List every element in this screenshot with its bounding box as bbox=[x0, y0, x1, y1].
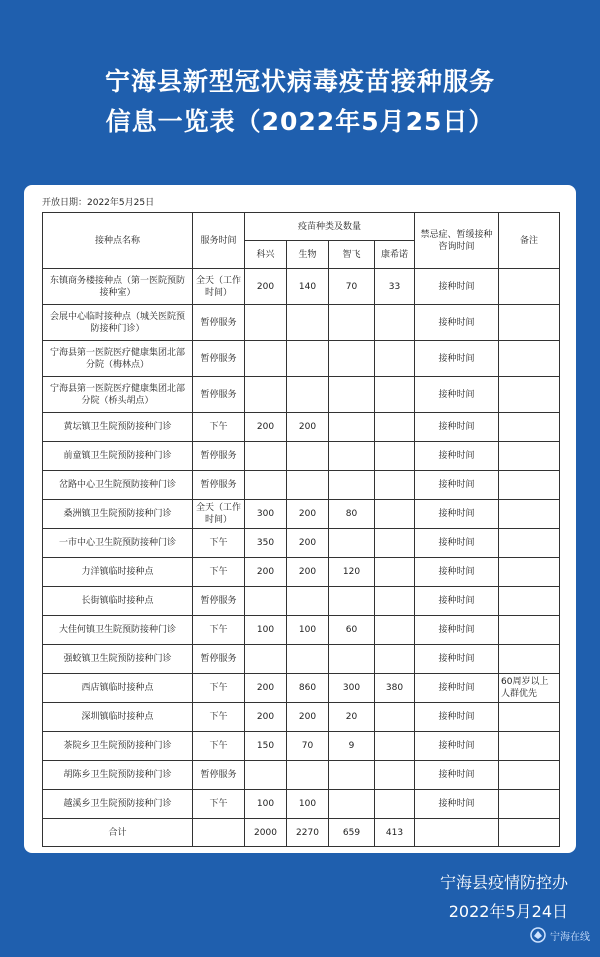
table-row bbox=[43, 471, 560, 500]
note bbox=[499, 341, 560, 377]
header-note: 备注 bbox=[499, 213, 560, 269]
consult-time: 接种时间 bbox=[415, 732, 499, 761]
total-v2: 2270 bbox=[287, 819, 329, 847]
note bbox=[499, 790, 560, 819]
consult-time: 接种时间 bbox=[415, 674, 499, 703]
shengwu-count bbox=[287, 377, 329, 413]
total-consult bbox=[415, 819, 499, 847]
zhifei-count bbox=[329, 529, 375, 558]
table-row bbox=[43, 413, 560, 442]
table-row bbox=[43, 616, 560, 645]
shengwu-count bbox=[287, 442, 329, 471]
header-v1: 科兴 bbox=[245, 241, 287, 269]
header-time: 服务时间 bbox=[193, 213, 245, 269]
watermark-logo-icon bbox=[530, 927, 546, 943]
total-label: 合计 bbox=[43, 819, 193, 847]
table-row bbox=[43, 269, 560, 305]
kexing-count bbox=[245, 377, 287, 413]
kangxinuo-count bbox=[375, 790, 415, 819]
zhifei-count: 60 bbox=[329, 616, 375, 645]
shengwu-count bbox=[287, 645, 329, 674]
header-consult: 禁忌症、暂缓接种咨询时间 bbox=[415, 213, 499, 269]
total-v1: 2000 bbox=[245, 819, 287, 847]
kangxinuo-count bbox=[375, 413, 415, 442]
kangxinuo-count bbox=[375, 616, 415, 645]
note bbox=[499, 645, 560, 674]
table-row bbox=[43, 645, 560, 674]
kangxinuo-count bbox=[375, 558, 415, 587]
zhifei-count bbox=[329, 471, 375, 500]
shengwu-count: 200 bbox=[287, 413, 329, 442]
site-name: 岔路中心卫生院预防接种门诊 bbox=[43, 471, 193, 500]
site-name: 深圳镇临时接种点 bbox=[43, 703, 193, 732]
table-row bbox=[43, 305, 560, 341]
site-name: 茶院乡卫生院预防接种门诊 bbox=[43, 732, 193, 761]
zhifei-count bbox=[329, 587, 375, 616]
table-row bbox=[43, 587, 560, 616]
shengwu-count: 200 bbox=[287, 500, 329, 529]
shengwu-count bbox=[287, 471, 329, 500]
service-time: 全天（工作时间） bbox=[193, 500, 245, 529]
note bbox=[499, 442, 560, 471]
kangxinuo-count: 380 bbox=[375, 674, 415, 703]
service-time: 暂停服务 bbox=[193, 587, 245, 616]
shengwu-count: 100 bbox=[287, 790, 329, 819]
table-row bbox=[43, 558, 560, 587]
header-vaccines: 疫苗种类及数量 bbox=[245, 213, 415, 241]
kexing-count bbox=[245, 471, 287, 500]
site-name: 桑洲镇卫生院预防接种门诊 bbox=[43, 500, 193, 529]
note bbox=[499, 703, 560, 732]
note bbox=[499, 500, 560, 529]
kangxinuo-count bbox=[375, 442, 415, 471]
service-time: 暂停服务 bbox=[193, 442, 245, 471]
service-time: 暂停服务 bbox=[193, 305, 245, 341]
shengwu-count: 200 bbox=[287, 529, 329, 558]
page-title bbox=[0, 62, 600, 142]
table-row bbox=[43, 529, 560, 558]
table-row bbox=[43, 377, 560, 413]
zhifei-count: 9 bbox=[329, 732, 375, 761]
table-card bbox=[24, 185, 576, 853]
footer-date: 2022年5月24日 bbox=[448, 902, 568, 921]
site-name: 西店镇临时接种点 bbox=[43, 674, 193, 703]
site-name: 越溪乡卫生院预防接种门诊 bbox=[43, 790, 193, 819]
shengwu-count bbox=[287, 305, 329, 341]
zhifei-count bbox=[329, 761, 375, 790]
note bbox=[499, 529, 560, 558]
shengwu-count bbox=[287, 341, 329, 377]
site-name: 大佳何镇卫生院预防接种门诊 bbox=[43, 616, 193, 645]
shengwu-count: 70 bbox=[287, 732, 329, 761]
site-name: 黄坛镇卫生院预防接种门诊 bbox=[43, 413, 193, 442]
zhifei-count bbox=[329, 645, 375, 674]
total-time bbox=[193, 819, 245, 847]
kexing-count bbox=[245, 587, 287, 616]
kangxinuo-count bbox=[375, 645, 415, 674]
kangxinuo-count bbox=[375, 305, 415, 341]
note bbox=[499, 305, 560, 341]
consult-time: 接种时间 bbox=[415, 558, 499, 587]
note bbox=[499, 761, 560, 790]
note bbox=[499, 558, 560, 587]
consult-time: 接种时间 bbox=[415, 305, 499, 341]
shengwu-count bbox=[287, 761, 329, 790]
table-row bbox=[43, 674, 560, 703]
service-time: 暂停服务 bbox=[193, 471, 245, 500]
kexing-count bbox=[245, 761, 287, 790]
consult-time: 接种时间 bbox=[415, 377, 499, 413]
kangxinuo-count bbox=[375, 587, 415, 616]
note bbox=[499, 732, 560, 761]
site-name: 前童镇卫生院预防接种门诊 bbox=[43, 442, 193, 471]
site-name: 会展中心临时接种点（城关医院预防接种门诊） bbox=[43, 305, 193, 341]
consult-time: 接种时间 bbox=[415, 790, 499, 819]
kangxinuo-count bbox=[375, 732, 415, 761]
kexing-count: 350 bbox=[245, 529, 287, 558]
consult-time: 接种时间 bbox=[415, 587, 499, 616]
service-time: 暂停服务 bbox=[193, 377, 245, 413]
note bbox=[499, 616, 560, 645]
consult-time: 接种时间 bbox=[415, 703, 499, 732]
shengwu-count: 200 bbox=[287, 703, 329, 732]
table-row bbox=[43, 703, 560, 732]
kexing-count: 200 bbox=[245, 674, 287, 703]
zhifei-count: 20 bbox=[329, 703, 375, 732]
consult-time: 接种时间 bbox=[415, 471, 499, 500]
kangxinuo-count: 33 bbox=[375, 269, 415, 305]
table-row bbox=[43, 442, 560, 471]
kexing-count: 300 bbox=[245, 500, 287, 529]
service-time: 下午 bbox=[193, 703, 245, 732]
zhifei-count bbox=[329, 377, 375, 413]
total-v4: 413 bbox=[375, 819, 415, 847]
shengwu-count: 860 bbox=[287, 674, 329, 703]
site-name: 强蛟镇卫生院预防接种门诊 bbox=[43, 645, 193, 674]
kexing-count bbox=[245, 442, 287, 471]
kexing-count: 200 bbox=[245, 703, 287, 732]
site-name: 宁海县第一医院医疗健康集团北部分院（桥头胡点） bbox=[43, 377, 193, 413]
kexing-count: 200 bbox=[245, 558, 287, 587]
service-time: 下午 bbox=[193, 558, 245, 587]
header-site: 接种点名称 bbox=[43, 213, 193, 269]
header-v3: 智飞 bbox=[329, 241, 375, 269]
total-row bbox=[43, 819, 560, 847]
site-name: 一市中心卫生院预防接种门诊 bbox=[43, 529, 193, 558]
consult-time: 接种时间 bbox=[415, 616, 499, 645]
service-time: 下午 bbox=[193, 529, 245, 558]
kexing-count bbox=[245, 305, 287, 341]
consult-time: 接种时间 bbox=[415, 413, 499, 442]
kexing-count bbox=[245, 341, 287, 377]
zhifei-count bbox=[329, 413, 375, 442]
kexing-count: 200 bbox=[245, 269, 287, 305]
shengwu-count: 200 bbox=[287, 558, 329, 587]
title-line-1: 宁海县新型冠状病毒疫苗接种服务 bbox=[104, 67, 495, 96]
zhifei-count: 70 bbox=[329, 269, 375, 305]
zhifei-count bbox=[329, 442, 375, 471]
kexing-count: 100 bbox=[245, 790, 287, 819]
note bbox=[499, 269, 560, 305]
service-time: 下午 bbox=[193, 732, 245, 761]
shengwu-count bbox=[287, 587, 329, 616]
consult-time: 接种时间 bbox=[415, 269, 499, 305]
consult-time: 接种时间 bbox=[415, 645, 499, 674]
zhifei-count bbox=[329, 790, 375, 819]
kangxinuo-count bbox=[375, 500, 415, 529]
shengwu-count: 140 bbox=[287, 269, 329, 305]
table-row bbox=[43, 500, 560, 529]
zhifei-count: 80 bbox=[329, 500, 375, 529]
service-time: 下午 bbox=[193, 790, 245, 819]
title-line-2: 信息一览表（2022年5月25日） bbox=[105, 107, 495, 136]
kangxinuo-count bbox=[375, 377, 415, 413]
kexing-count bbox=[245, 645, 287, 674]
kexing-count: 200 bbox=[245, 413, 287, 442]
table-row bbox=[43, 790, 560, 819]
consult-time: 接种时间 bbox=[415, 341, 499, 377]
shengwu-count: 100 bbox=[287, 616, 329, 645]
service-time: 暂停服务 bbox=[193, 761, 245, 790]
kangxinuo-count bbox=[375, 529, 415, 558]
site-name: 胡陈乡卫生院预防接种门诊 bbox=[43, 761, 193, 790]
zhifei-count bbox=[329, 305, 375, 341]
table-row bbox=[43, 341, 560, 377]
total-note bbox=[499, 819, 560, 847]
note bbox=[499, 587, 560, 616]
service-time: 暂停服务 bbox=[193, 341, 245, 377]
open-date: 开放日期：2022年5月25日 bbox=[42, 198, 155, 208]
kangxinuo-count bbox=[375, 703, 415, 732]
watermark-text: 宁海在线 bbox=[550, 931, 590, 943]
note: 60周岁以上人群优先 bbox=[499, 674, 560, 703]
service-time: 下午 bbox=[193, 413, 245, 442]
kangxinuo-count bbox=[375, 341, 415, 377]
note bbox=[499, 377, 560, 413]
consult-time: 接种时间 bbox=[415, 529, 499, 558]
consult-time: 接种时间 bbox=[415, 500, 499, 529]
site-name: 长街镇临时接种点 bbox=[43, 587, 193, 616]
service-time: 全天（工作时间） bbox=[193, 269, 245, 305]
header-v4: 康希诺 bbox=[375, 241, 415, 269]
consult-time: 接种时间 bbox=[415, 761, 499, 790]
service-time: 暂停服务 bbox=[193, 645, 245, 674]
note bbox=[499, 413, 560, 442]
kangxinuo-count bbox=[375, 761, 415, 790]
service-time: 下午 bbox=[193, 616, 245, 645]
vaccination-table bbox=[42, 212, 560, 847]
watermark bbox=[530, 927, 590, 943]
table-body bbox=[43, 269, 560, 819]
zhifei-count: 120 bbox=[329, 558, 375, 587]
kexing-count: 100 bbox=[245, 616, 287, 645]
site-name: 力洋镇临时接种点 bbox=[43, 558, 193, 587]
table-header bbox=[43, 213, 560, 269]
table-row bbox=[43, 732, 560, 761]
total-v3: 659 bbox=[329, 819, 375, 847]
consult-time: 接种时间 bbox=[415, 442, 499, 471]
table-row bbox=[43, 761, 560, 790]
zhifei-count: 300 bbox=[329, 674, 375, 703]
zhifei-count bbox=[329, 341, 375, 377]
site-name: 东镇商务楼接种点（第一医院预防接种室） bbox=[43, 269, 193, 305]
footer-organization: 宁海县疫情防控办 bbox=[439, 873, 568, 892]
header-v2: 生物 bbox=[287, 241, 329, 269]
kangxinuo-count bbox=[375, 471, 415, 500]
service-time: 下午 bbox=[193, 674, 245, 703]
kexing-count: 150 bbox=[245, 732, 287, 761]
note bbox=[499, 471, 560, 500]
site-name: 宁海县第一医院医疗健康集团北部分院（梅林点） bbox=[43, 341, 193, 377]
